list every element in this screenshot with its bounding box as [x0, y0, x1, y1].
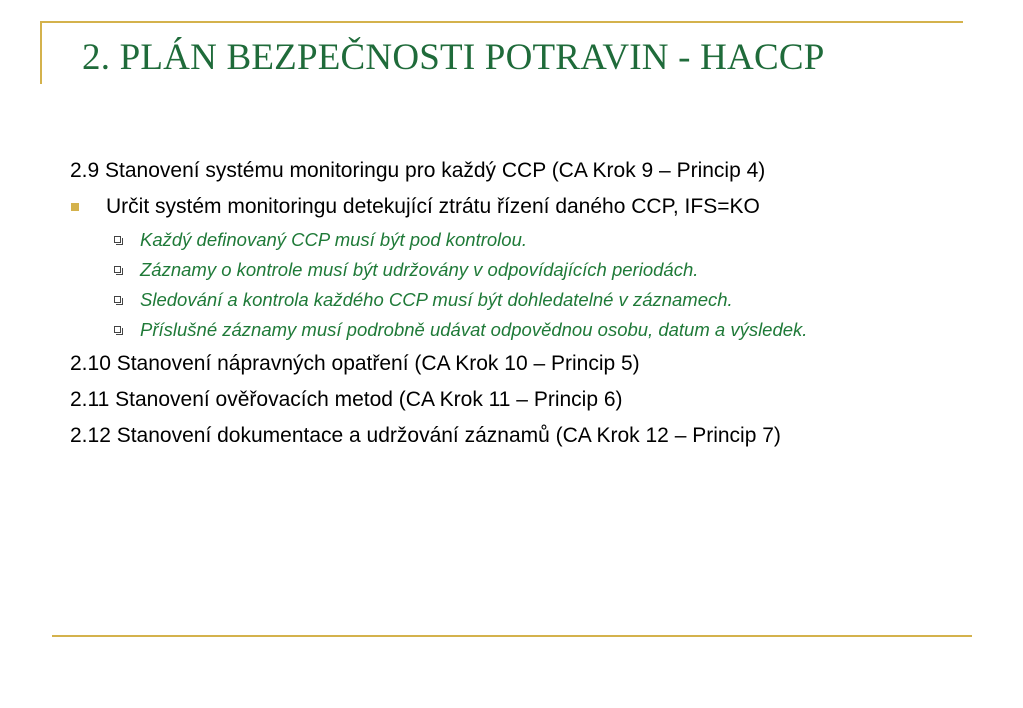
bottom-rule: [52, 635, 972, 637]
top-rule: [40, 21, 963, 23]
bullet-text: Určit systém monitoringu detekující ztrátu řízení daného CCP, IFS=KO: [106, 195, 760, 218]
checkbox-bullet-icon: [114, 266, 121, 273]
section-2-9: 2.9 Stanovení systému monitoringu pro každý CCP (CA Krok 9 – Princip 4): [70, 159, 766, 182]
section-2-10: 2.10 Stanovení nápravných opatření (CA Krok 10 – Princip 5): [70, 352, 640, 375]
subitem-3: [70, 287, 960, 312]
slide-content: [70, 157, 960, 458]
subitem-text: Každý definovaný CCP musí být pod kontrolou.: [140, 229, 527, 250]
subitem-4: [70, 317, 960, 342]
left-rule: [40, 21, 42, 84]
subitem-2: [70, 257, 960, 282]
section-2-11: 2.11 Stanovení ověřovacích metod (CA Krok 11 – Princip 6): [70, 388, 623, 411]
subitem-1: [70, 227, 960, 252]
square-bullet-icon: [71, 203, 79, 211]
slide-title: 2. PLÁN BEZPEČNOSTI POTRAVIN - HACCP: [82, 37, 825, 78]
section-2-12: 2.12 Stanovení dokumentace a udržování záznamů (CA Krok 12 – Princip 7): [70, 424, 781, 447]
subitem-text: Příslušné záznamy musí podrobně udávat odpovědnou osobu, datum a výsledek.: [140, 319, 808, 340]
subitem-text: Sledování a kontrola každého CCP musí být dohledatelné v záznamech.: [140, 289, 733, 310]
subitem-text: Záznamy o kontrole musí být udržovány v odpovídajících periodách.: [140, 259, 699, 280]
checkbox-bullet-icon: [114, 326, 121, 333]
checkbox-bullet-icon: [114, 236, 121, 243]
bullet-item: [70, 193, 960, 221]
checkbox-bullet-icon: [114, 296, 121, 303]
